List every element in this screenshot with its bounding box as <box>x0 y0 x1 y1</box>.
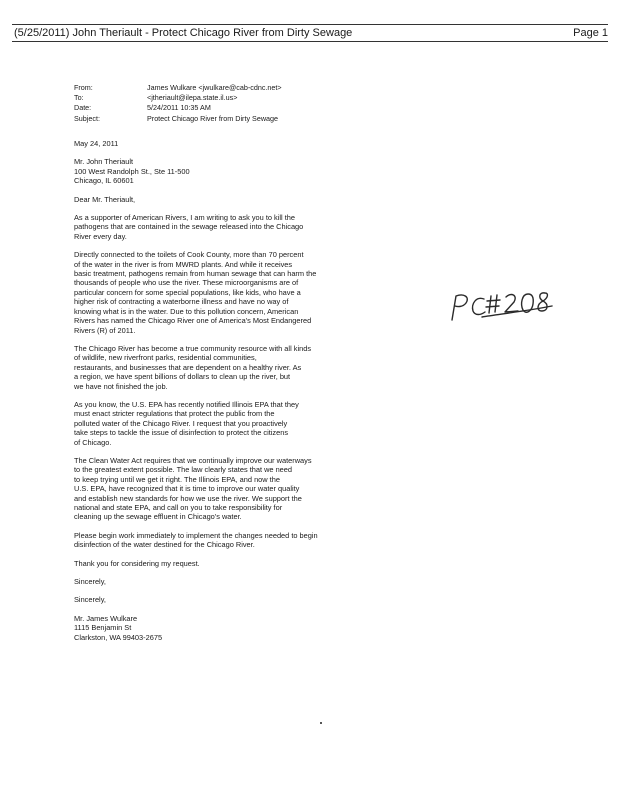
date-value: 5/24/2011 10:35 AM <box>147 103 211 113</box>
text-line: national and state EPA, and call on you to take responsibility for <box>74 503 283 512</box>
document-title: (5/25/2011) John Theriault - Protect Chicago River from Dirty Sewage <box>14 27 353 39</box>
text-line: we have not finished the job. <box>74 381 168 391</box>
text-line: pathogens that are contained in the sewage released into the Chicago <box>74 222 304 232</box>
handwritten-annotation <box>446 284 556 324</box>
closing: Sincerely, <box>74 577 106 587</box>
text-line: and establish new standards for how we use the river. We support the <box>74 493 302 503</box>
text-line: River every day. <box>74 231 127 241</box>
closing: Sincerely, <box>74 595 106 605</box>
text-line: of wildlife, new riverfront parks, residential communities, <box>74 353 257 363</box>
subject-value: Protect Chicago River from Dirty Sewage <box>147 113 279 123</box>
address-line: 100 West Randolph St., Ste 11-500 <box>74 166 190 176</box>
text-line: cleaning up the sewage effluent in Chicago's water. <box>74 512 242 522</box>
paragraph-4 <box>74 400 322 447</box>
letter-body <box>74 139 322 651</box>
date-row <box>74 103 282 113</box>
text-line: Rivers has named the Chicago River one of America's Most Endangered <box>74 316 312 326</box>
text-line: to keep trying until we get it right. The Illinois EPA, and now the <box>74 474 280 484</box>
page-header <box>12 24 608 42</box>
address-line: Chicago, IL 60601 <box>74 176 134 186</box>
text-line: to the greatest extent possible. The law clearly states that we need <box>74 465 293 475</box>
text-line: basic treatment, pathogens remain from human sewage that can harm the <box>74 269 317 279</box>
text-line: of Chicago. <box>74 437 112 447</box>
paragraph-5 <box>74 456 322 522</box>
text-line: must enact stricter regulations that protect the public from the <box>74 409 275 419</box>
to-label: To: <box>74 93 84 103</box>
to-value: <jtheriault@ilepa.state.il.us> <box>147 93 238 103</box>
text-line: polluted water of the Chicago River. I request that you proactively <box>74 418 288 428</box>
text-line: thousands of people who use the river. These microorganisms are of <box>74 278 299 288</box>
text-line: The Clean Water Act requires that we continually improve our waterways <box>74 455 312 465</box>
page-number: Page 1 <box>573 27 608 39</box>
address-line: Mr. John Theriault <box>74 157 134 167</box>
scan-speck <box>320 722 322 724</box>
text-line: knowing what is in the water. Due to this pollution concern, American <box>74 306 299 316</box>
from-value: James Wulkare <jwulkare@cab-cdnc.net> <box>147 83 282 92</box>
text-line: particular concern for some special populations, like kids, who have a <box>74 287 301 297</box>
text-line: Please begin work immediately to implement the changes needed to begin <box>74 530 318 540</box>
sender-line: Mr. James Wulkare <box>74 613 138 623</box>
letter-date: May 24, 2011 <box>74 139 119 148</box>
date-label: Date: <box>74 103 92 113</box>
text-line: disinfection of the water destined for the Chicago River. <box>74 540 255 550</box>
subject-label: Subject: <box>74 113 100 123</box>
text-line: a region, we have spent billions of dollars to clean up the river, but <box>74 372 291 382</box>
text-line: As you know, the U.S. EPA has recently notified Illinois EPA that they <box>74 399 299 409</box>
paragraph-3 <box>74 344 322 391</box>
email-metadata <box>74 83 282 124</box>
text-line: Directly connected to the toilets of Cook County, more than 70 percent <box>74 250 304 260</box>
from-label: From: <box>74 83 93 92</box>
text-line: U.S. EPA, have recognized that it is time to improve our water quality <box>74 484 300 494</box>
text-line: take steps to tackle the issue of disinfection to protect the citizens <box>74 428 289 438</box>
sender-line: Clarkston, WA 99403-2675 <box>74 632 163 642</box>
paragraph-1 <box>74 213 322 241</box>
paragraph-2 <box>74 250 322 335</box>
from-row <box>74 83 282 93</box>
sender-signature-block <box>74 614 322 642</box>
thanks-line: Thank you for considering my request. <box>74 558 200 568</box>
text-line: As a supporter of American Rivers, I am writing to ask you to kill the <box>74 213 295 223</box>
text-line: Rivers (R) of 2011. <box>74 325 136 335</box>
recipient-address <box>74 157 322 185</box>
text-line: higher risk of contracting a waterborne illness and have no way of <box>74 297 289 307</box>
salutation: Dear Mr. Theriault, <box>74 194 136 204</box>
subject-row <box>74 114 282 124</box>
paragraph-6 <box>74 531 322 550</box>
text-line: of the water in the river is from MWRD plants. And while it receives <box>74 259 293 269</box>
text-line: restaurants, and businesses that are dependent on a healthy river. As <box>74 362 302 372</box>
to-row <box>74 93 282 103</box>
text-line: The Chicago River has become a true community resource with all kinds <box>74 343 312 353</box>
sender-line: 1115 Benjamin St <box>74 623 132 633</box>
